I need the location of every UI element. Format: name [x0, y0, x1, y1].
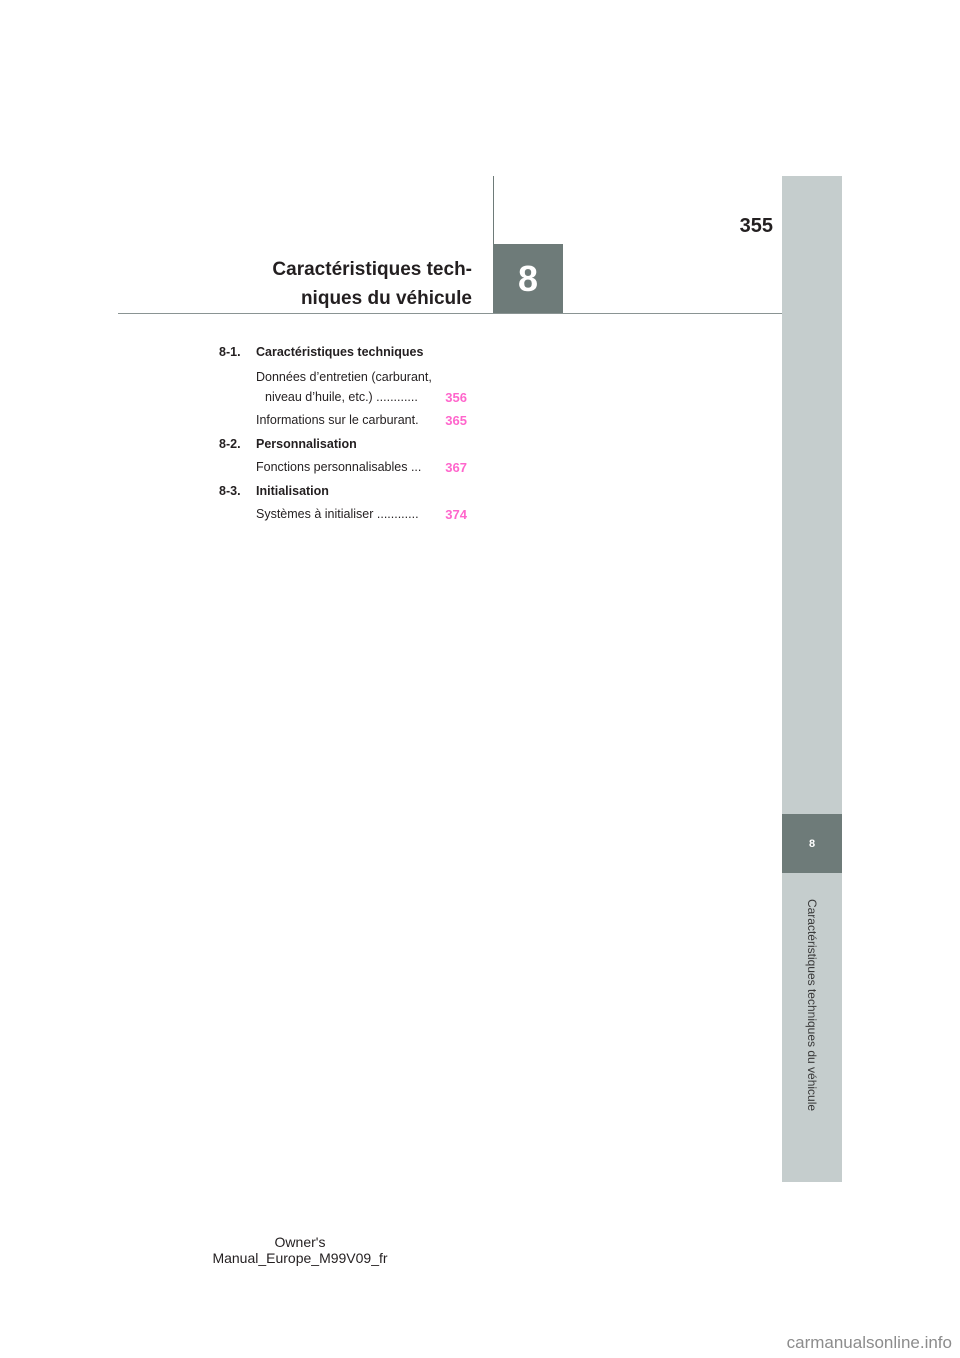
toc-page-link[interactable]: 365 — [445, 413, 467, 428]
watermark: carmanualsonline.info — [786, 1333, 952, 1352]
page-number: 355 — [739, 215, 773, 237]
chapter-number: 8 — [517, 258, 539, 299]
side-chapter-number: 8 — [808, 837, 816, 850]
footer-manual-id: Owner's Manual_Europe_M99V09_fr — [212, 1234, 388, 1266]
toc-section-number: 8-3. — [219, 484, 241, 498]
toc-section-title: Personnalisation — [256, 437, 357, 451]
chapter-number-box — [493, 244, 563, 314]
chapter-title — [220, 255, 472, 313]
toc-entry-text: niveau d’huile, etc.) ............ — [265, 390, 418, 404]
side-chapter-tab[interactable] — [782, 814, 842, 873]
chapter-title-line1: Caractéristiques tech- — [272, 259, 472, 280]
toc-section-title: Caractéristiques techniques — [256, 345, 424, 359]
toc-section-8-2[interactable] — [219, 437, 357, 451]
toc-entry-systemes-initialiser[interactable] — [256, 507, 467, 521]
toc-entry-fonctions-personnalisables[interactable] — [256, 460, 467, 474]
toc-entry-text: Données d’entretien (carburant, — [256, 370, 432, 384]
toc-page-link[interactable]: 356 — [445, 390, 467, 405]
side-chapter-label: Caractéristiques techniques du véhicule — [805, 898, 819, 1112]
toc-section-number: 8-2. — [219, 437, 241, 451]
toc-entry-donnees-entretien-cont[interactable] — [265, 390, 467, 404]
chapter-title-line2: niques du véhicule — [300, 288, 472, 309]
toc-entry-informations-carburant[interactable] — [256, 413, 467, 427]
toc-entry-text: Fonctions personnalisables ... — [256, 460, 422, 474]
toc-section-8-3[interactable] — [219, 484, 329, 498]
toc-section-number: 8-1. — [219, 345, 241, 359]
toc-entry-text: Systèmes à initialiser ............ — [256, 507, 419, 521]
toc-section-8-1[interactable] — [219, 345, 423, 359]
toc-entry-donnees-entretien[interactable] — [256, 370, 467, 384]
header-vertical-line — [493, 176, 494, 244]
toc-entry-text: Informations sur le carburant. — [256, 413, 419, 427]
header-rule — [118, 313, 782, 314]
toc-page-link[interactable]: 374 — [445, 507, 467, 522]
toc-section-title: Initialisation — [256, 484, 329, 498]
toc-page-link[interactable]: 367 — [445, 460, 467, 475]
